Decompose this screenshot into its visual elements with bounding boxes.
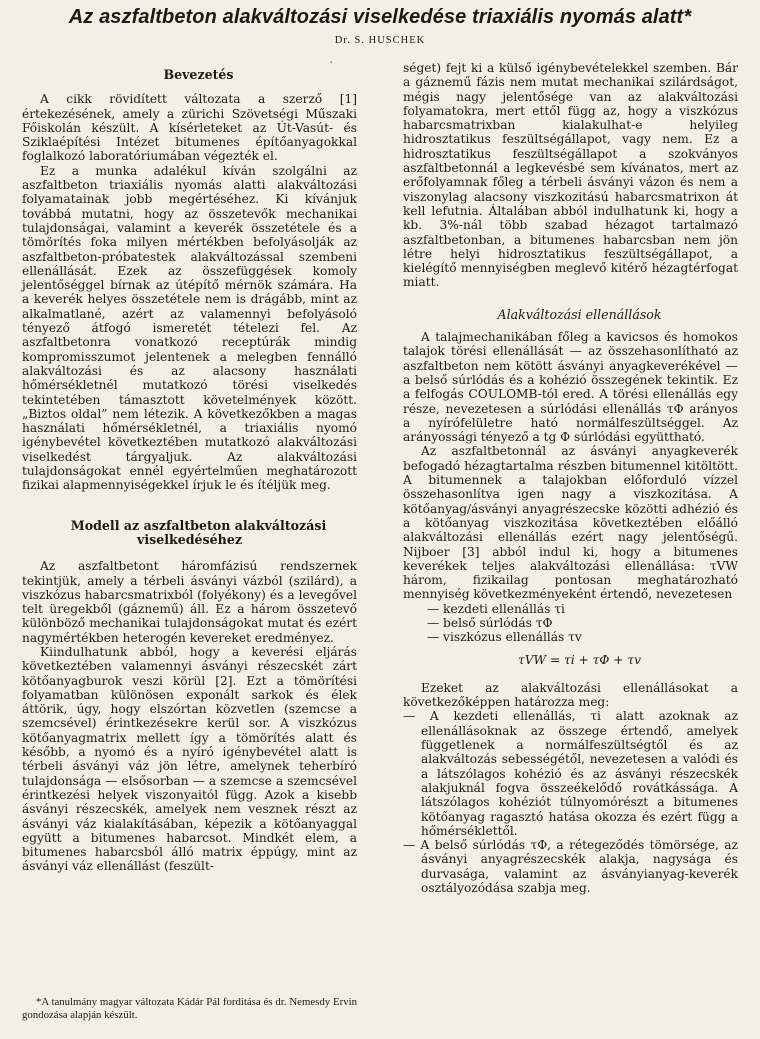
paragraph: Az aszfaltbetont háromfázisú rendszernek tekintjük, amely a térbeli ásványi vázból (szilárd), a viszkózus habarcsmatrixból (folyékony) és a levegővel telt üregekből (gáznemű) áll. Ez a három összetevő különböző mechanikai tulajdonságokat mutat és ezért nagymértékben heterogén kevereket eredményez. [22,559,357,645]
list-item: — belső súrlódás τΦ [427,615,553,630]
list-item: — A belső súrlódás τΦ, a rétegeződés tömörsége, az ásványi anyagrészecskék alakja, nagysága és durvasága, valamint az ásványianyag-keverék osztályozódása szabja meg. [403,838,738,896]
footnote [22,996,357,1022]
footnote-text: *A tanulmány magyar változata Kádár Pál fordítása és dr. Nemesdy Ervin gondozása alapján készült. [22,996,357,1021]
section-heading-introduction: Bevezetés [163,67,234,82]
paragraph: Ez a munka adalékul kíván szolgálni az aszfaltbeton triaxiális nyomás alatti alakváltozási folyamatainak jobb megértéséhez. Ki kívánjuk továbbá mutatni, hogy az összetevők mechanikai tulajdonságai, valamint a keverék összetétele és a tömörítés foka milyen mértékben befolyásolják az aszfaltbeton-próbatestek alakváltozással szembeni ellenállását. Ezek az összefüggések komoly jelentőséggel bírnak az útépítő mérnök számára. Ha a keverék helyes összetétele nem is drágább, mint az alkalmatlané, azért az valamennyi befolyásoló tényező átfogó ismeretét tételezi fel. Az aszfaltbetonra vonatkozó receptúrák mindig kompromisszumot jelentenek a melegben fennálló alakváltozási és az alacsony használati hőmérsékletnél mutatkozó törési viselkedés tekintetében támasztott követelmények között. „Biztos oldal” nem létezik. A következőkben a magas használati hőmérsékletnél, a triaxiális nyomó igénybevétel következtében mutatkozó alakváltozási viselkedést tárgyaljuk. Az alakváltozási tulajdonságokat ennél egyértelműen meghatározott fizikai alapmennyiségekkel írjuk le és ítéljük meg. [22,163,357,493]
definition-list [403,709,738,895]
paragraph: A talajmechanikában főleg a kavicsos és homokos talajok törési ellenállását — az összehasonlítható az aszfaltbeton nem kötött ásványi anyagkeverékével — a belső súrlódás és a kohézió összegének tekintik. Ez a felfogás COULOMB-tól ered. A törési ellenállás egy része, nevezetesen a súrlódási ellenállás τΦ arányos a nyírófelületre ható normálfeszültséggel. Az arányossági tényező a tg Φ súrlódási együttható. [403,330,738,445]
paragraph: Kiindulhatunk abból, hogy a keverési eljárás következtében valamennyi ásványi részecskét zárt kötőanyagburok veszi körül [2]. Ezt a tömörítési folyamatban különösen exponált sarkok és élek áttörik, úgy, hogy elszórtan közvetlen (szemcse a szemcsével) érintkezésekre kerül sor. A viszkózus kötőanyagmatrix mellett így a tömörítés alatt és később, a nyomó és a nyíró igénybevétel alatt is térbeli ásványi váz jön létre, amelynek teherbíró tulajdonsága — elsősorban — a szemcse a szemcsével érintkezési helyek viszonyaitól függ. Azok a kisebb ásványi részecskék, amelyek nem vesznek részt az ásványi váz kialakításában, képezik a kötőanyaggal együtt a bitumenes habarcsot. Mindkét elem, a bitumenes habarcsból álló matrix éppúgy, mint az ásványi váz ellenállást (feszült- [22,644,357,874]
paragraph: Ezeket az alakváltozási ellenállásokat a következőképpen határozza meg: [403,680,738,710]
resistance-list [403,602,738,645]
paragraph: A cikk rövidített változata a szerző [1] értekezésének, amely a zürichi Szövetségi Műszaki Főiskolán készült. A kísérleteket az Út-Vasút- és Sziklaépítési Intézet bitumenes építőanyagokkal foglalkozó laboratóriumában végezték el. [22,92,357,164]
paper-title: Az aszfaltbeton alakváltozási viselkedése triaxiális nyomás alatt* [68,6,692,28]
list-item: — viszkózus ellenállás τv [427,630,582,645]
left-column [22,68,357,874]
equation: τVW = τi + τΦ + τv [518,652,641,667]
decorative-mark: ' [330,60,333,69]
paragraph: Az aszfaltbetonnál az ásványi anyagkeverék befogadó hézagtartalma részben bitumennel kitöltött. A bitumennek a talajokban előforduló vízzel összehasonlítva igen nagy a viszkozitása. A kötőanyag/ásványi anyagrészecske közötti adhézió és a kötőanyag viszkozitása következtében előálló alakváltozási ellenállás ezért nagy jelentőségű. Nijboer [3] abból indul ki, hogy a bitumenes keverékek teljes alakváltozási ellenállása: τVW három, fizikailag pontosan meghatározható mennyiség következményeként értendő, nevezetesen [403,444,738,602]
author-line: Dr. S. HUSCHEK [334,35,426,46]
section-heading-model: Modell az aszfaltbeton alakváltozási viselkedéséhez [70,517,327,547]
right-column [403,61,738,895]
list-item: — kezdeti ellenállás τi [427,601,565,616]
list-item: — A kezdeti ellenállás, τi alatt azoknak az ellenállásoknak az összege értendő, amelyek függetlenek a normálfeszültségtől és az alakváltozás sebességétől, nevezetesen a valódi és a látszólagos kohézió és az ásványi részecskék alakjuknál fogva összeékelődő rovátkássága. A látszólagos kohéziót túlnyomórészt a bitumenes kötőanyag ragasztó hatása okozza és ezért függ a hőmérséklettől. [403,709,738,838]
section-heading-deformation-resistance: Alakváltozási ellenállások [497,306,662,322]
paragraph: séget) fejt ki a külső igénybevételekkel szemben. Bár a gáznemű fázis nem mutat mechanikai szilárdságot, mégis nagy jelentősége van az alakváltozási folyamatokra, mert ettől függ az, hogy a viszkózus habarcsmatrixban kialakulhat-e helyileg hidrosztatikus feszültségállapot, vagy nem. Ez a hidrosztatikus feszültségállapot a szokványos aszfaltbetonnál a legkevésbé sem kívánatos, mert az erőfolyamnak főleg a térbeli ásványi vázon és nem a viszonylag alacsony viszkozitású habarcsmatrixon át kell lefutnia. Általában abból indulhatunk ki, hogy a kb. 3%-nál több szabad hézagot tartalmazó aszfaltbetonban, a bitumenes habarcsban nem jön létre helyi hidrosztatikus feszültségállapot, a kielégítő mennyiségben meglevő kitérő hézagtérfogat miatt. [403,61,738,290]
